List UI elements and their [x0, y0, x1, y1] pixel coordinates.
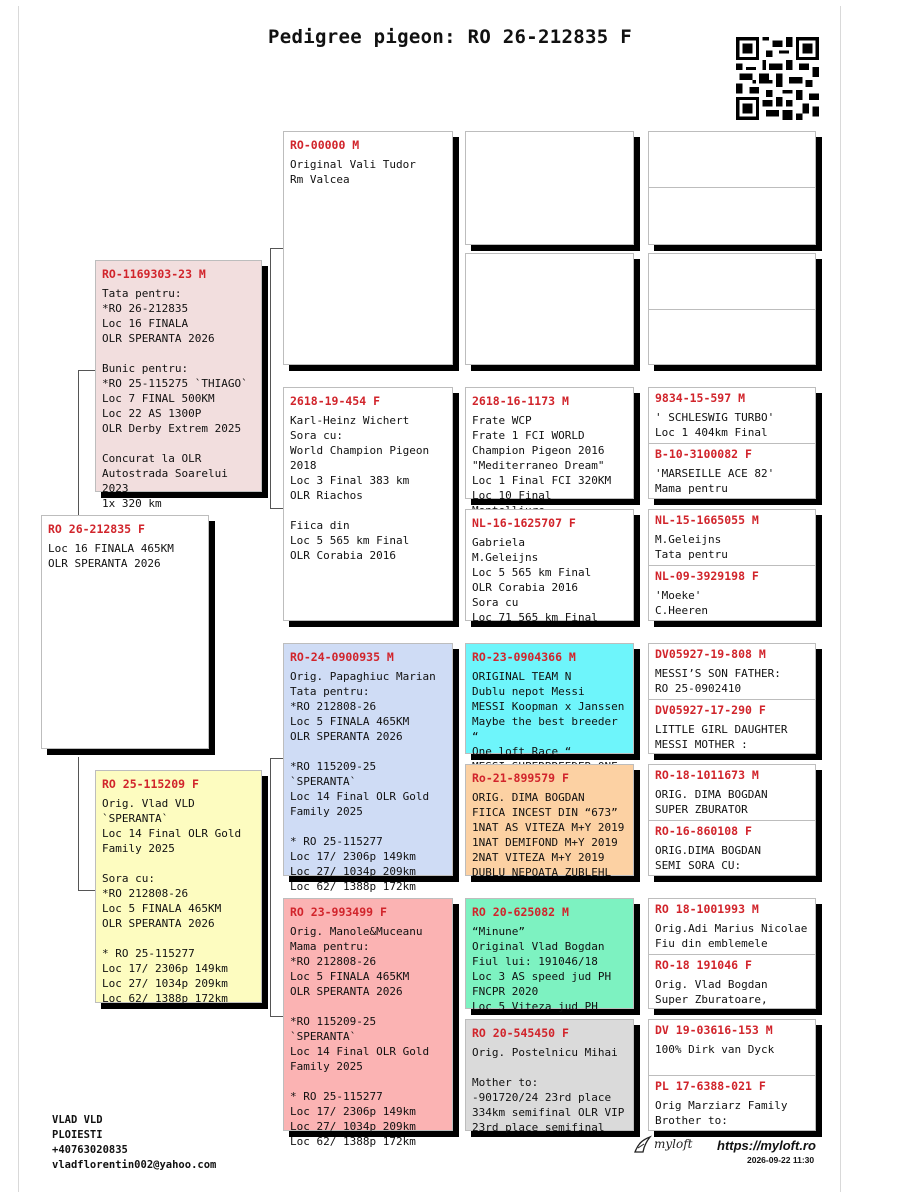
- connector-line: [270, 248, 283, 249]
- brand-name: myloft: [654, 1137, 693, 1151]
- pigeon-card-pair: [648, 387, 816, 499]
- print-date: 2026-09-22 11:30: [747, 1155, 815, 1165]
- pigeon-notes: MESSI’S SON FATHER: RO 25-0902410: [655, 667, 781, 695]
- pigeon-notes: M.Geleijns Tata pentru: [655, 533, 728, 561]
- pigeon-notes: Original Vali Tudor Rm Valcea: [290, 158, 416, 186]
- owner-email: vladflorentin002@yahoo.com: [52, 1159, 217, 1171]
- pigeon-card-g4-4: [649, 566, 815, 622]
- pigeon-card-dam: [95, 770, 262, 1003]
- pigeon-notes: ORIG. DIMA BOGDAN FIICA INCEST DIN “673” 1NAT AS VITEZA M+Y 2019 1NAT DEMIFOND M+Y 2019 2NAT VITEZA M+Y 2019 DUBLU NEPOATA ZUBLEHL: [472, 791, 625, 879]
- pigeon-card-sire-sire: [283, 131, 453, 365]
- pigeon-card-pair: [648, 509, 816, 621]
- pigeon-ring-id: RO-00000 M: [290, 138, 360, 152]
- pigeon-card-empty-pair: [648, 253, 816, 365]
- connector-line: [270, 508, 283, 509]
- pigeon-card-g4-12: [649, 1076, 815, 1132]
- myloft-logo-icon: [632, 1134, 654, 1156]
- pigeon-notes: Orig. Vlad Bogdan Super Zburatoare,: [655, 978, 768, 1006]
- pigeon-ring-id: RO 23-993499 F: [290, 905, 387, 919]
- pigeon-notes: 'MARSEILLE ACE 82' Mama pentru: [655, 467, 775, 495]
- pigeon-card-g4-7: [649, 765, 815, 821]
- pigeon-card-g3-1: [465, 387, 634, 502]
- connector-line: [78, 370, 96, 371]
- pigeon-notes: ORIG.DIMA BOGDAN SEMI SORA CU:: [655, 844, 761, 872]
- pigeon-card-pair: [648, 643, 816, 754]
- pigeon-card-g4-6: [649, 700, 815, 755]
- pigeon-ring-id: NL-16-1625707 F: [472, 516, 576, 530]
- connector-line: [270, 248, 271, 508]
- connector-line: [78, 757, 79, 890]
- owner-city: PLOIESTI: [52, 1129, 103, 1141]
- pigeon-ring-id: RO 20-545450 F: [472, 1026, 569, 1040]
- pigeon-notes: Tata pentru: *RO 26-212835 Loc 16 FINALA OLR SPERANTA 2026 Bunic pentru: *RO 25-115275 `THIAGO` Loc 7 FINAL 500KM Loc 22 AS 1300P OLR Derby Extrem 2025 Concurat la OLR Autostrada Soarelui 2023 1x 320 km: [102, 287, 248, 510]
- website-link[interactable]: https://myloft.ro: [717, 1138, 816, 1153]
- pigeon-ring-id: PL 17-6388-021 F: [655, 1079, 766, 1093]
- pigeon-notes: 'Moeke' C.Heeren: [655, 589, 708, 617]
- pigeon-notes: Frate WCP Frate 1 FCI WORLD Champion Pigeon 2016 "Mediterraneo Dream" Loc 1 Final FCI 320KM Loc 10 Final: [472, 414, 612, 502]
- pigeon-card-dam-sire: [283, 643, 453, 893]
- pigeon-ring-id: 9834-15-597 M: [655, 391, 746, 405]
- pigeon-notes: Orig. Manole&Muceanu Mama pentru: *RO 212808-26 Loc 5 FINALA 465KM OLR SPERANTA 2026 *RO 115209-25 `SPERANTA` Loc 14 Final OLR Gold Family 2025 * RO 25-115277 Loc 17/ 2306p 149km Loc 27/ 1034p 209km Loc 62/ 1388p 172km: [290, 925, 430, 1148]
- pigeon-ring-id: DV05927-17-290 F: [655, 703, 766, 717]
- pigeon-ring-id: Ro-21-899579 F: [472, 771, 569, 785]
- pigeon-card-empty-pair: [648, 131, 816, 245]
- pigeon-card-pair: [648, 764, 816, 876]
- pigeon-card-g4-8: [649, 821, 815, 877]
- pigeon-ring-id: DV05927-19-808 M: [655, 647, 766, 661]
- pigeon-card-empty: [649, 254, 815, 310]
- pigeon-card-pair: [648, 1019, 816, 1131]
- pigeon-card-pair: [648, 898, 816, 1009]
- pigeon-notes: Orig Marziarz Family Brother to:: [655, 1099, 788, 1127]
- pigeon-ring-id: RO 26-212835 F: [48, 522, 145, 536]
- owner-name: VLAD VLD: [52, 1114, 103, 1126]
- pigeon-notes: Orig. Postelnicu Mihai Mother to: -901720/24 23rd place 334km semifinal OLR VIP 23rd place semifinal: [472, 1046, 625, 1134]
- pigeon-notes: Orig.Adi Marius Nicolae Fiu din emblemele: [655, 922, 808, 950]
- pigeon-ring-id: RO-16-860108 F: [655, 824, 752, 838]
- connector-line: [78, 370, 79, 516]
- pigeon-ring-id: NL-15-1665055 M: [655, 513, 759, 527]
- connector-line: [270, 1016, 283, 1017]
- pigeon-notes: Loc 16 FINALA 465KM OLR SPERANTA 2026: [48, 542, 174, 570]
- qr-code-icon: [736, 37, 819, 120]
- connector-line: [78, 890, 96, 891]
- pigeon-ring-id: 2618-16-1173 M: [472, 394, 569, 408]
- pigeon-ring-id: B-10-3100082 F: [655, 447, 752, 461]
- pigeon-ring-id: DV 19-03616-153 M: [655, 1023, 773, 1037]
- pigeon-card-g3-3: [465, 643, 634, 758]
- owner-phone: +40763020835: [52, 1144, 128, 1156]
- pigeon-card-g3-6: [465, 1019, 634, 1134]
- pigeon-card-g4-1: [649, 388, 815, 444]
- pigeon-card-subject: [41, 515, 209, 749]
- pigeon-card-g3-4: [465, 764, 634, 879]
- pigeon-notes: 100% Dirk van Dyck: [655, 1043, 775, 1056]
- pigeon-notes: Orig. Papaghiuc Marian Tata pentru: *RO 212808-26 Loc 5 FINALA 465KM OLR SPERANTA 2026 *RO 115209-25 `SPERANTA` Loc 14 Final OLR Gold Family 2025 * RO 25-115277 Loc 17/ 2306p 149km Loc 27/ 1034p 209km Loc 62/ 1388p 172km: [290, 670, 436, 893]
- pigeon-ring-id: RO-18-1011673 M: [655, 768, 759, 782]
- pigeon-notes: “Minune” Original Vlad Bogdan Fiul lui: 191046/18 Loc 3 AS speed jud PH FNCPR 2020 Loc 5 Viteza jud PH: [472, 925, 612, 1013]
- pigeon-card-g4-9: [649, 899, 815, 955]
- pigeon-card-g4-5: [649, 644, 815, 700]
- pigeon-ring-id: NL-09-3929198 F: [655, 569, 759, 583]
- connector-line: [270, 758, 283, 759]
- pigeon-card-g4-2: [649, 444, 815, 500]
- pigeon-card-empty: [649, 132, 815, 188]
- pigeon-ring-id: RO-1169303-23 M: [102, 267, 206, 281]
- pigeon-card-g3-5: [465, 898, 634, 1013]
- pigeon-card-dam-dam: [283, 898, 453, 1148]
- pigeon-notes: Gabriela M.Geleijns Loc 5 565 km Final OLR Corabia 2016 Sora cu Loc 71 565 km Final: [472, 536, 598, 624]
- pigeon-ring-id: RO 18-1001993 M: [655, 902, 759, 916]
- pigeon-ring-id: RO-24-0900935 M: [290, 650, 394, 664]
- pigeon-ring-id: RO-18 191046 F: [655, 958, 752, 972]
- pigeon-ring-id: RO 25-115209 F: [102, 777, 199, 791]
- pigeon-notes: ORIGINAL TEAM N Dublu nepot Messi MESSI Koopman x Janssen Maybe the best breeder “ One loft Race “: [472, 670, 625, 758]
- owner-contact: [52, 1113, 216, 1173]
- pigeon-card-sire-dam: [283, 387, 453, 621]
- pigeon-ring-id: RO-23-0904366 M: [472, 650, 576, 664]
- pigeon-card-g3-2: [465, 509, 634, 624]
- pigeon-card-sire: [95, 260, 262, 510]
- pigeon-card-empty: [465, 253, 634, 365]
- connector-line: [270, 758, 271, 1016]
- pigeon-notes: LITTLE GIRL DAUGHTER MESSI MOTHER :: [655, 723, 788, 751]
- pigeon-card-g4-10: [649, 955, 815, 1010]
- page-title: Pedigree pigeon: RO 26-212835 F: [268, 26, 632, 48]
- pigeon-notes: Karl-Heinz Wichert Sora cu: World Champion Pigeon 2018 Loc 3 Final 383 km OLR Riachos Fiica din Loc 5 565 km Final OLR Corabia 2016: [290, 414, 430, 562]
- pigeon-notes: ' SCHLESWIG TURBO' Loc 1 404km Final: [655, 411, 775, 439]
- pigeon-card-g4-3: [649, 510, 815, 566]
- pigeon-ring-id: 2618-19-454 F: [290, 394, 381, 408]
- pigeon-notes: ORIG. DIMA BOGDAN SUPER ZBURATOR: [655, 788, 768, 816]
- pigeon-card-g4-11: [649, 1020, 815, 1076]
- pigeon-card-empty: [465, 131, 634, 245]
- pigeon-notes: Orig. Vlad VLD `SPERANTA` Loc 14 Final OLR Gold Family 2025 Sora cu: *RO 212808-26 Loc 5 FINALA 465KM OLR SPERANTA 2026 * RO 25-115277 Loc 17/ 2306p 149km Loc 27/ 1034p 209km Loc 62/ 1388p 172km: [102, 797, 242, 1005]
- pigeon-ring-id: RO 20-625082 M: [472, 905, 569, 919]
